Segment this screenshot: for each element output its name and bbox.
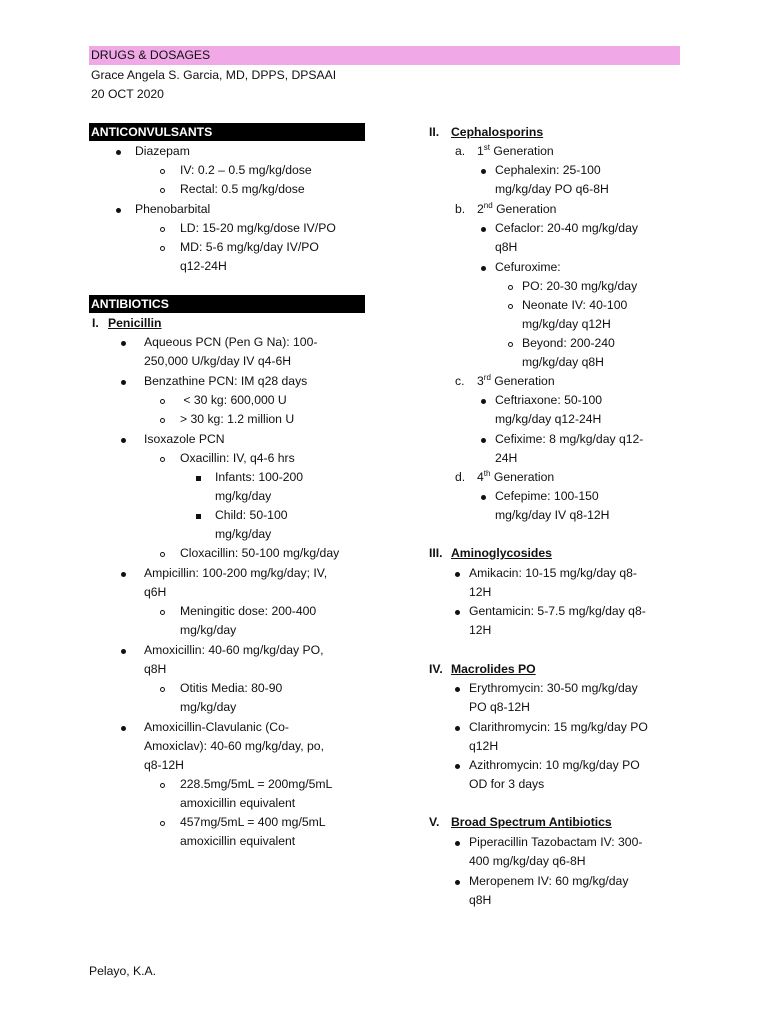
list-item: amoxicillin equivalent — [180, 834, 296, 848]
list-item: Cefepime: 100-150 — [495, 489, 599, 503]
bullet-dot — [481, 399, 486, 404]
list-item: IV: 0.2 – 0.5 mg/kg/dose — [180, 163, 312, 177]
bullet-dot — [455, 880, 460, 885]
section-number: III. — [429, 546, 443, 560]
bullet-dot — [116, 150, 121, 155]
list-item: q8H — [469, 893, 492, 907]
list-item: mg/kg/day q12-24H — [495, 412, 602, 426]
document-title: DRUGS & DOSAGES — [89, 46, 680, 65]
sub-letter: a. — [455, 144, 466, 158]
list-item: q8H — [495, 240, 518, 254]
list-item: Diazepam — [135, 144, 190, 158]
sub-letter: c. — [455, 374, 465, 388]
generation-heading: 1st Generation — [477, 142, 554, 158]
generation-heading: 2nd Generation — [477, 200, 557, 216]
list-item: PO: 20-30 mg/kg/day — [522, 279, 638, 293]
list-item: Erythromycin: 30-50 mg/kg/day — [469, 681, 638, 695]
list-item: > 30 kg: 1.2 million U — [180, 412, 295, 426]
list-item: mg/kg/day IV q8-12H — [495, 508, 610, 522]
bullet-dot — [481, 227, 486, 232]
bullet-circle — [160, 552, 165, 557]
bullet-circle — [508, 304, 513, 309]
section-number: II. — [429, 125, 440, 139]
list-item: mg/kg/day — [215, 489, 272, 503]
bullet-dot — [116, 208, 121, 213]
bullet-circle — [160, 610, 165, 615]
list-item: Cephalexin: 25-100 — [495, 163, 601, 177]
list-item: 400 mg/kg/day q6-8H — [469, 854, 586, 868]
list-item: Meropenem IV: 60 mg/kg/day — [469, 874, 629, 888]
list-item: Amikacin: 10-15 mg/kg/day q8- — [469, 566, 637, 580]
list-item: Infants: 100-200 — [215, 470, 304, 484]
list-item: Azithromycin: 10 mg/kg/day PO — [469, 758, 640, 772]
bullet-dot — [455, 610, 460, 615]
list-item: q8-12H — [144, 758, 184, 772]
bullet-dot — [121, 726, 126, 731]
list-item: Piperacillin Tazobactam IV: 300- — [469, 835, 643, 849]
generation-heading: 3rd Generation — [477, 372, 555, 388]
list-item: Meningitic dose: 200-400 — [180, 604, 317, 618]
list-item: Clarithromycin: 15 mg/kg/day PO — [469, 720, 648, 734]
list-item: q12H — [469, 739, 499, 753]
bullet-circle — [508, 285, 513, 290]
list-item: mg/kg/day q12H — [522, 317, 611, 331]
list-item: 12H — [469, 623, 492, 637]
list-item: amoxicillin equivalent — [180, 796, 296, 810]
list-item: 24H — [495, 451, 518, 465]
section-number: V. — [429, 815, 440, 829]
bullet-dot — [455, 572, 460, 577]
bullet-square — [196, 514, 201, 519]
bullet-dot — [121, 649, 126, 654]
bullet-circle — [160, 246, 165, 251]
macrolides-title: Macrolides PO — [451, 662, 536, 676]
list-item: mg/kg/day — [180, 700, 237, 714]
list-item: mg/kg/day PO q6-8H — [495, 182, 609, 196]
list-item: Rectal: 0.5 mg/kg/dose — [180, 182, 305, 196]
bullet-square — [196, 476, 201, 481]
list-item: < 30 kg: 600,000 U — [180, 393, 287, 407]
list-item: mg/kg/day — [180, 623, 237, 637]
list-item: Isoxazole PCN — [144, 432, 225, 446]
list-item: Ampicillin: 100-200 mg/kg/day; IV, — [144, 566, 328, 580]
list-item: MD: 5-6 mg/kg/day IV/PO — [180, 240, 319, 254]
aminoglycosides-title: Aminoglycosides — [451, 546, 552, 560]
anticonvulsants-heading: ANTICONVULSANTS — [89, 123, 365, 141]
bullet-dot — [121, 438, 126, 443]
sub-letter: b. — [455, 202, 466, 216]
list-item: Cefixime: 8 mg/kg/day q12- — [495, 432, 644, 446]
bullet-circle — [160, 227, 165, 232]
footer-name: Pelayo, K.A. — [89, 964, 157, 978]
list-item: 250,000 U/kg/day IV q4-6H — [144, 354, 292, 368]
bullet-circle — [160, 169, 165, 174]
list-item: q12-24H — [180, 259, 227, 273]
bullet-dot — [455, 687, 460, 692]
cephalosporins-title: Cephalosporins — [451, 125, 544, 139]
bullet-circle — [508, 342, 513, 347]
list-item: 457mg/5mL = 400 mg/5mL — [180, 815, 326, 829]
broad-spectrum-title: Broad Spectrum Antibiotics — [451, 815, 612, 829]
bullet-dot — [455, 841, 460, 846]
list-item: Phenobarbital — [135, 202, 211, 216]
date-line: 20 OCT 2020 — [91, 87, 164, 101]
bullet-dot — [481, 438, 486, 443]
list-item: LD: 15-20 mg/kg/dose IV/PO — [180, 221, 336, 235]
section-number: IV. — [429, 662, 443, 676]
list-item: mg/kg/day — [215, 527, 272, 541]
bullet-dot — [455, 726, 460, 731]
list-item: 12H — [469, 585, 492, 599]
sub-letter: d. — [455, 470, 466, 484]
bullet-circle — [160, 399, 165, 404]
section-number: I. — [92, 316, 99, 330]
list-item: Neonate IV: 40-100 — [522, 298, 628, 312]
bullet-circle — [160, 783, 165, 788]
list-item: q8H — [144, 662, 167, 676]
bullet-dot — [455, 764, 460, 769]
bullet-dot — [481, 169, 486, 174]
bullet-dot — [121, 572, 126, 577]
list-item: Amoxiclav): 40-60 mg/kg/day, po, — [144, 739, 324, 753]
list-item: Oxacillin: IV, q4-6 hrs — [180, 451, 295, 465]
list-item: Gentamicin: 5-7.5 mg/kg/day q8- — [469, 604, 646, 618]
list-item: Cefuroxime: — [495, 260, 561, 274]
bullet-circle — [160, 821, 165, 826]
penicillin-title: Penicillin — [108, 316, 162, 330]
list-item: Cloxacillin: 50-100 mg/kg/day — [180, 546, 340, 560]
bullet-circle — [160, 188, 165, 193]
list-item: Cefaclor: 20-40 mg/kg/day — [495, 221, 638, 235]
bullet-dot — [481, 266, 486, 271]
list-item: mg/kg/day q8H — [522, 355, 604, 369]
bullet-circle — [160, 687, 165, 692]
bullet-circle — [160, 418, 165, 423]
list-item: PO q8-12H — [469, 700, 530, 714]
list-item: Beyond: 200-240 — [522, 336, 615, 350]
author-line: Grace Angela S. Garcia, MD, DPPS, DPSAAI — [91, 68, 337, 82]
list-item: Otitis Media: 80-90 — [180, 681, 283, 695]
bullet-dot — [121, 341, 126, 346]
list-item: q6H — [144, 585, 167, 599]
bullet-dot — [121, 380, 126, 385]
antibiotics-heading: ANTIBIOTICS — [89, 295, 365, 313]
list-item: Benzathine PCN: IM q28 days — [144, 374, 308, 388]
bullet-dot — [481, 495, 486, 500]
list-item: Amoxicillin-Clavulanic (Co- — [144, 720, 289, 734]
list-item: Aqueous PCN (Pen G Na): 100- — [144, 335, 318, 349]
bullet-circle — [160, 457, 165, 462]
list-item: Ceftriaxone: 50-100 — [495, 393, 603, 407]
list-item: 228.5mg/5mL = 200mg/5mL — [180, 777, 333, 791]
list-item: OD for 3 days — [469, 777, 545, 791]
list-item: Child: 50-100 — [215, 508, 288, 522]
list-item: Amoxicillin: 40-60 mg/kg/day PO, — [144, 643, 324, 657]
generation-heading: 4th Generation — [477, 468, 555, 484]
